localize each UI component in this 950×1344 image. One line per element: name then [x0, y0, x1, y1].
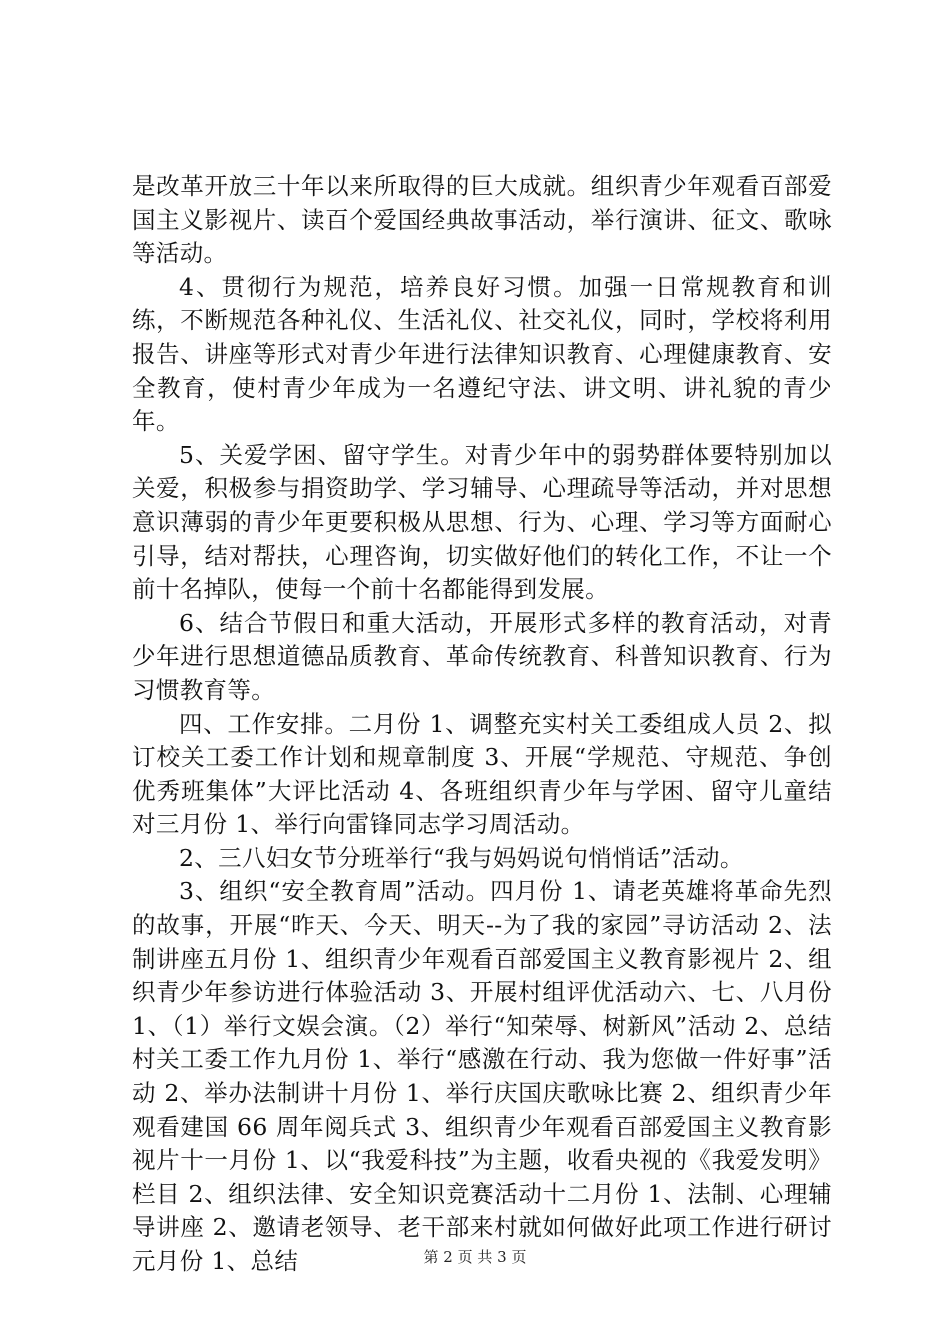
page-number-footer: 第 2 页 共 3 页	[423, 1248, 527, 1266]
paragraph-item-4: 4、贯彻行为规范，培养良好习惯。加强一日常规教育和训练，不断规范各种礼仪、生活礼仪、社交礼仪，同时，学校将利用报告、讲座等形式对青少年进行法律知识教育、心理健康教育、安全教育，使村青少年成为一名遵纪守法、讲文明、讲礼貌的青少年。	[132, 272, 832, 436]
paragraph-item-5: 5、关爱学困、留守学生。对青少年中的弱势群体要特别加以关爱，积极参与捐资助学、学习辅导、心理疏导等活动，并对思想意识薄弱的青少年更要积极从思想、行为、心理、学习等方面耐心引导，结对帮扶，心理咨询，切实做好他们的转化工作，不让一个前十名掉队，使每一个前十名都能得到发展。	[132, 440, 832, 604]
paragraph-schedule-item-3: 3、组织“安全教育周”活动。四月份 1、请老英雄将革命先烈的故事，开展“昨天、今天、明天--为了我的家园”寻访活动 2、法制讲座五月份 1、组织青少年观看百部爱国主义教育影视片 2、组织青少年参访进行体验活动 3、开展村组评优活动六、七、八月份 1、（1）举行文娱会演。（2）举行“知荣辱、树新风”活动 2、总结村关工委工作九月份 1、举行“感激在行动、我为您做一件好事”活动 2、举办法制讲十月份 1、举行庆国庆歌咏比赛 2、组织青少年观看建国 66 周年阅兵式 3、组织青少年观看百部爱国主义教育影视片十一月份 1、以“我爱科技”为主题，收看央视的《我爱发明》栏目 2、组织法律、安全知识竞赛活动十二月份 1、法制、心理辅导讲座 2、邀请老领导、老干部来村就如何做好此项工作进行研讨元月份 1、总结	[132, 877, 832, 1275]
paragraph-schedule-item-2: 2、三八妇女节分班举行“我与妈妈说句悄悄话”活动。	[179, 843, 744, 872]
document-body	[132, 170, 832, 1279]
paragraph-continuation: 是改革开放三十年以来所取得的巨大成就。组织青少年观看百部爱国主义影视片、读百个爱国经典故事活动，举行演讲、征文、歌咏等活动。	[132, 172, 832, 268]
paragraph-work-schedule: 四、工作安排。二月份 1、调整充实村关工委组成人员 2、拟订校关工委工作计划和规章制度 3、开展“学规范、守规范、争创优秀班集体”大评比活动 4、各班组织青少年与学困、留守儿童结对三月份 1、举行向雷锋同志学习周活动。	[132, 709, 832, 839]
paragraph-item-6: 6、结合节假日和重大活动，开展形式多样的教育活动，对青少年进行思想道德品质教育、革命传统教育、科普知识教育、行为习惯教育等。	[132, 608, 832, 704]
